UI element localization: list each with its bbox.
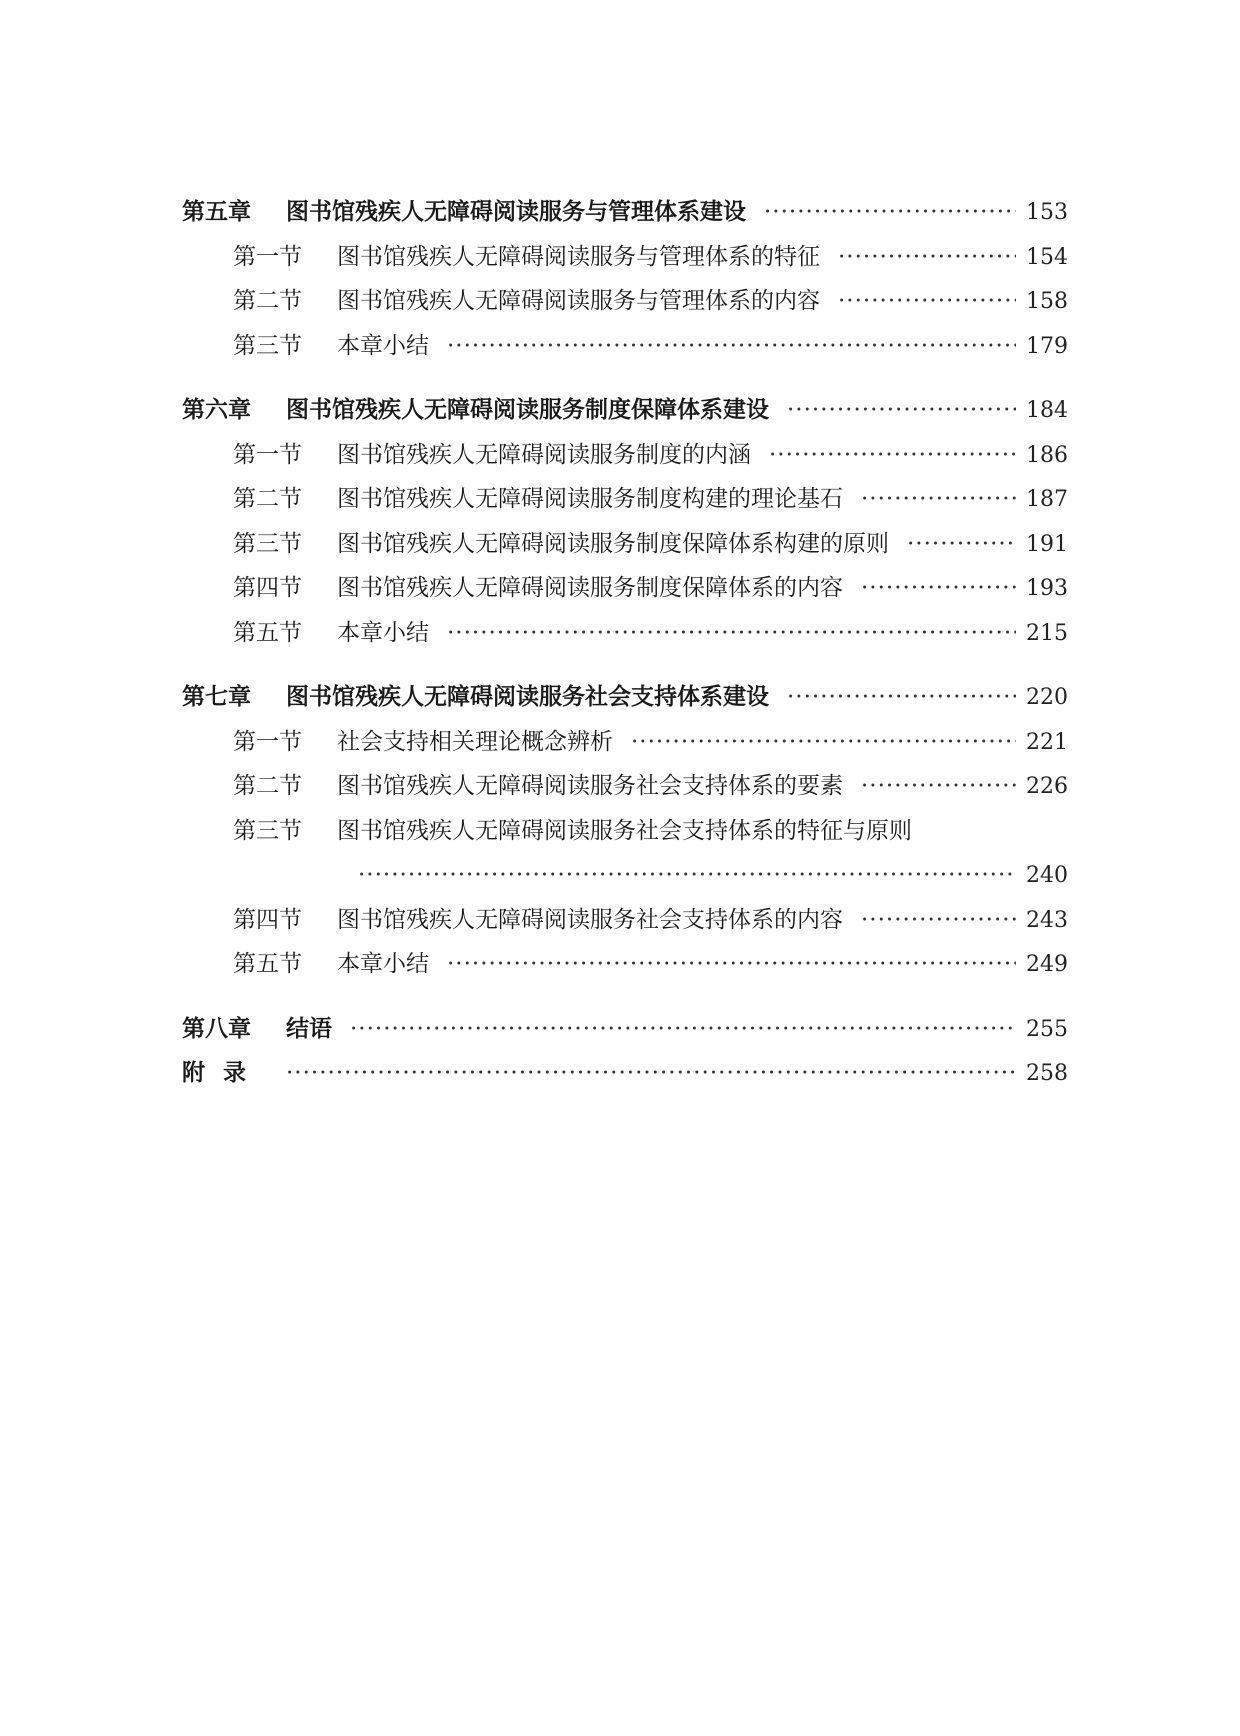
chapter-title: 图书馆残疾人无障碍阅读服务社会支持体系建设 — [286, 684, 769, 710]
leader-dots — [631, 720, 1016, 765]
toc-entry-section[interactable] — [182, 809, 1068, 854]
page-number: 258 — [1026, 1061, 1068, 1086]
toc-entry-section-continuation[interactable] — [182, 853, 1068, 898]
section-label: 第三节 — [233, 817, 302, 844]
section-label: 第一节 — [233, 728, 302, 755]
page-number: 153 — [1026, 200, 1068, 225]
section-title: 本章小结 — [337, 951, 429, 977]
section-label: 第二节 — [233, 288, 302, 314]
chapter-5 — [182, 190, 1068, 368]
toc-entry-section[interactable] — [182, 522, 1068, 567]
chapter-label: 第八章 — [182, 1015, 251, 1042]
leader-dots — [769, 433, 1016, 478]
toc-entry-section[interactable] — [182, 433, 1068, 478]
section-title: 图书馆残疾人无障碍阅读服务制度保障体系构建的原则 — [337, 530, 889, 557]
chapter-label: 第六章 — [182, 397, 251, 423]
leader-dots — [764, 190, 1016, 235]
chapter-8-and-appendix — [182, 1007, 1068, 1096]
toc-entry-section[interactable] — [182, 324, 1068, 369]
section-label: 第三节 — [233, 530, 302, 557]
section-label: 第五节 — [233, 951, 302, 977]
page-number: 221 — [1026, 729, 1068, 755]
section-title: 本章小结 — [337, 332, 429, 359]
chapter-label: 第七章 — [182, 684, 251, 710]
page-number: 243 — [1026, 907, 1068, 933]
section-label: 第三节 — [233, 332, 302, 359]
toc-entry-section[interactable] — [182, 720, 1068, 765]
toc-entry-appendix[interactable] — [182, 1051, 1068, 1096]
page-number: 255 — [1026, 1016, 1068, 1042]
chapter-title: 结语 — [286, 1015, 332, 1042]
chapter-label: 第五章 — [182, 199, 251, 225]
chapter-title: 图书馆残疾人无障碍阅读服务制度保障体系建设 — [286, 397, 769, 423]
toc-entry-chapter[interactable] — [182, 190, 1068, 235]
section-title: 图书馆残疾人无障碍阅读服务与管理体系的特征 — [337, 243, 820, 270]
toc-entry-chapter[interactable] — [182, 388, 1068, 433]
page-number: 220 — [1026, 685, 1068, 710]
section-title: 图书馆残疾人无障碍阅读服务制度构建的理论基石 — [337, 486, 843, 512]
leader-dots — [447, 942, 1016, 987]
section-title: 本章小结 — [337, 619, 429, 646]
section-title: 图书馆残疾人无障碍阅读服务制度的内涵 — [337, 441, 751, 468]
chapter-7 — [182, 675, 1068, 987]
toc-entry-section[interactable] — [182, 477, 1068, 522]
section-title: 社会支持相关理论概念辨析 — [337, 728, 613, 755]
toc-entry-section[interactable] — [182, 942, 1068, 987]
page-number: 158 — [1026, 289, 1068, 314]
section-label: 第四节 — [233, 575, 302, 601]
section-label: 第五节 — [233, 619, 302, 646]
leader-dots — [358, 853, 1016, 898]
page-number: 191 — [1026, 531, 1068, 557]
leader-dots — [838, 279, 1016, 324]
page-number: 154 — [1026, 244, 1068, 270]
leader-dots — [907, 522, 1016, 567]
leader-dots — [861, 566, 1016, 611]
leader-dots — [838, 235, 1016, 280]
toc-entry-section[interactable] — [182, 235, 1068, 280]
section-label: 第四节 — [233, 906, 302, 933]
section-label: 第一节 — [233, 243, 302, 270]
leader-dots — [787, 388, 1016, 433]
page-number: 215 — [1026, 620, 1068, 646]
leader-dots — [861, 898, 1016, 943]
section-title: 图书馆残疾人无障碍阅读服务社会支持体系的特征与原则 — [337, 817, 912, 844]
toc-entry-chapter[interactable] — [182, 675, 1068, 720]
section-label: 第一节 — [233, 441, 302, 468]
toc-entry-section[interactable] — [182, 566, 1068, 611]
leader-dots — [286, 1051, 1016, 1096]
toc-entry-section[interactable] — [182, 279, 1068, 324]
section-title: 图书馆残疾人无障碍阅读服务社会支持体系的内容 — [337, 906, 843, 933]
toc-entry-section[interactable] — [182, 898, 1068, 943]
leader-dots — [447, 611, 1016, 656]
toc-entry-chapter[interactable] — [182, 1007, 1068, 1052]
section-label: 第二节 — [233, 773, 302, 799]
toc-entry-section[interactable] — [182, 611, 1068, 656]
appendix-label: 附录 — [182, 1060, 264, 1086]
leader-dots — [350, 1007, 1016, 1052]
chapter-6 — [182, 388, 1068, 655]
section-title: 图书馆残疾人无障碍阅读服务社会支持体系的要素 — [337, 773, 843, 799]
page-number: 249 — [1026, 952, 1068, 977]
table-of-contents — [182, 190, 1068, 1096]
page-number: 187 — [1026, 487, 1068, 512]
page-number: 240 — [1026, 863, 1068, 888]
section-title: 图书馆残疾人无障碍阅读服务与管理体系的内容 — [337, 288, 820, 314]
leader-dots — [861, 477, 1016, 522]
page-number: 179 — [1026, 333, 1068, 359]
leader-dots — [787, 675, 1016, 720]
page-number: 186 — [1026, 442, 1068, 468]
page-number: 226 — [1026, 774, 1068, 799]
chapter-title: 图书馆残疾人无障碍阅读服务与管理体系建设 — [286, 199, 746, 225]
page-number: 184 — [1026, 398, 1068, 423]
leader-dots — [447, 324, 1016, 369]
section-label: 第二节 — [233, 486, 302, 512]
page-number: 193 — [1026, 576, 1068, 601]
toc-entry-section[interactable] — [182, 764, 1068, 809]
leader-dots — [861, 764, 1016, 809]
section-title: 图书馆残疾人无障碍阅读服务制度保障体系的内容 — [337, 575, 843, 601]
